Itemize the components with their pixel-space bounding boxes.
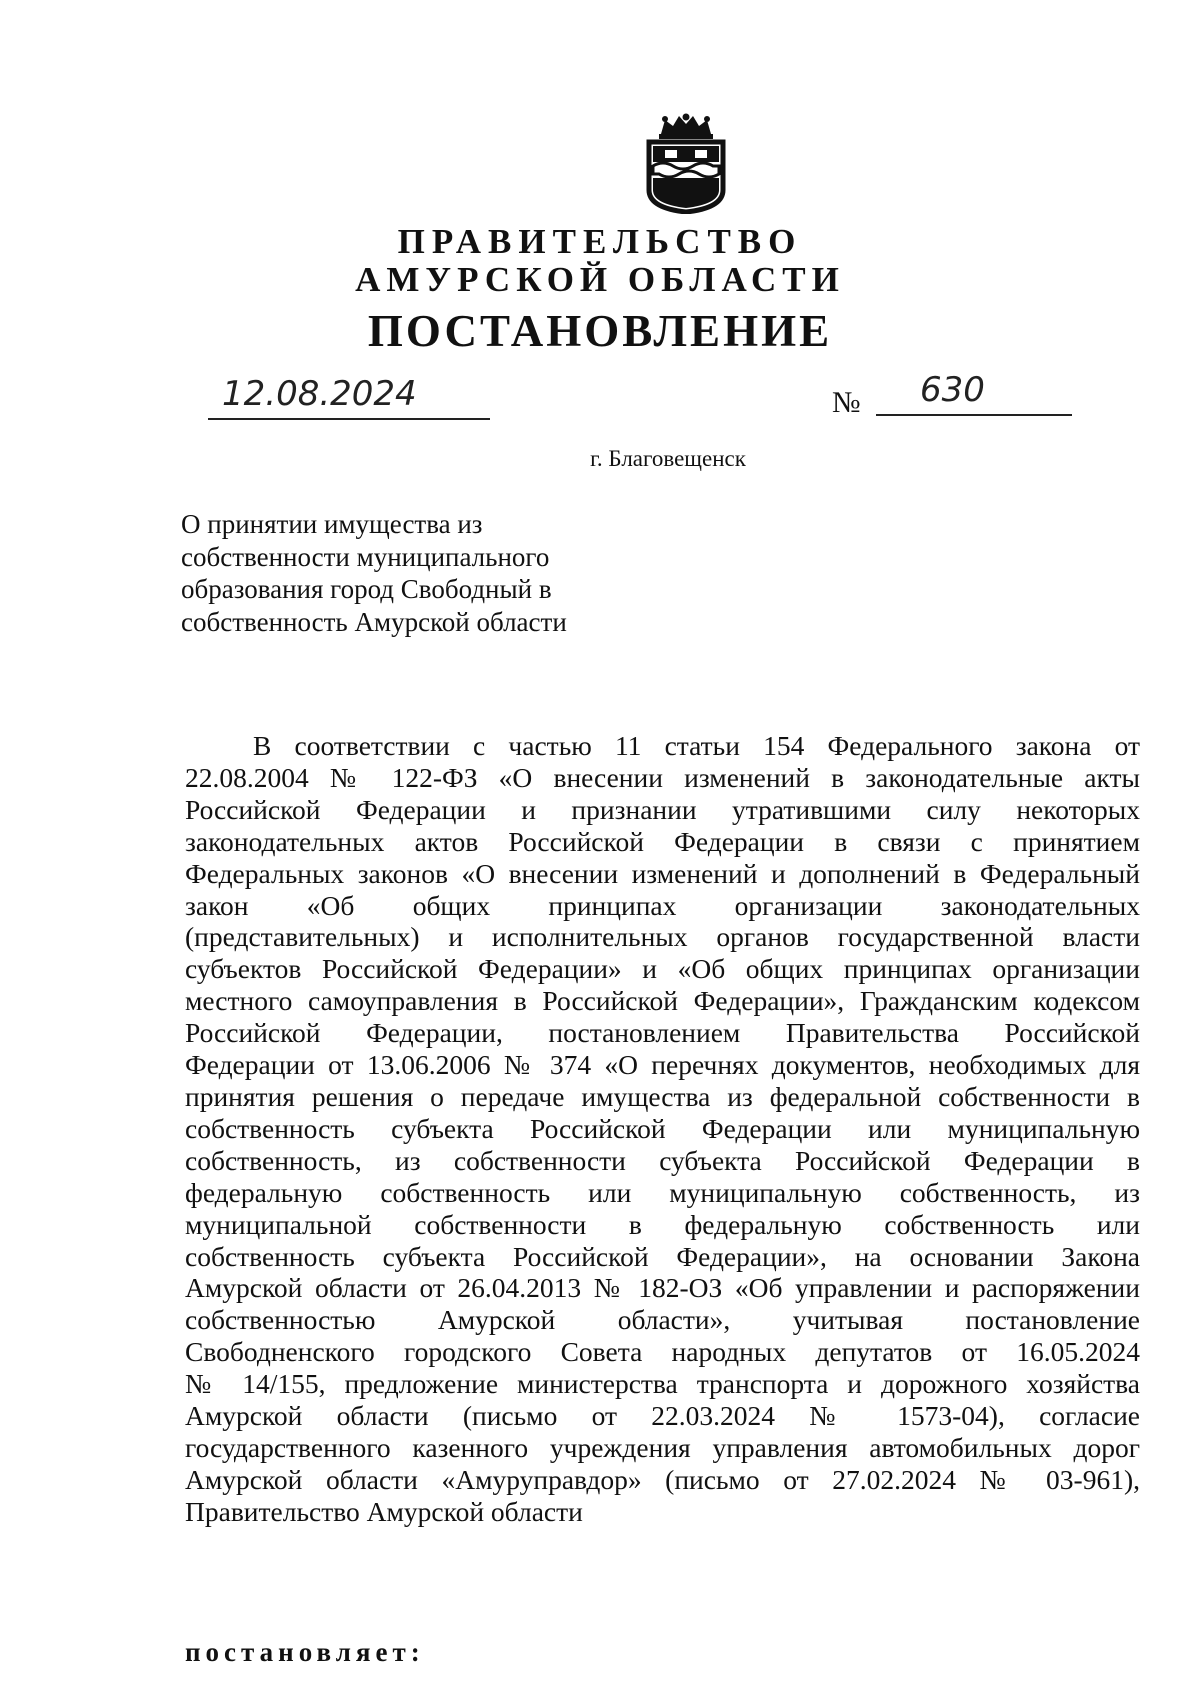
body-line: закон «Об общих принципах организации законодательных	[185, 889, 1140, 921]
body-line: собственность субъекта Российской Федерации», на основании Закона	[185, 1240, 1140, 1272]
body-line: собственностью Амурской области», учитывая постановление	[185, 1304, 1140, 1336]
body-line: субъектов Российской Федерации» и «Об общих принципах организации	[185, 953, 1140, 985]
subject-line: собственности муниципального	[181, 541, 550, 572]
body-line: Федерации от 13.06.2006 № 374 «О перечнях документов, необходимых для	[185, 1049, 1140, 1081]
body-line: законодательных актов Российской Федерации в связи с принятием	[185, 825, 1140, 857]
body-line: муниципальной собственности в федеральную собственность или	[185, 1208, 1140, 1240]
body-line: Амурской области от 26.04.2013 № 182-ОЗ «Об управлении и распоряжении	[185, 1272, 1140, 1304]
body-line: Амурской области «Амуруправдор» (письмо от 27.02.2024 № 03-961),	[185, 1463, 1140, 1495]
subject-block	[181, 508, 567, 638]
body-paragraph	[185, 730, 1140, 1528]
org-name-line-1: ПРАВИТЕЛЬСТВО	[397, 222, 803, 261]
document-type-title: ПОСТАНОВЛЕНИЕ	[367, 306, 833, 356]
body-line: Федеральных законов «О внесении изменений и дополнений в Федеральный	[185, 857, 1140, 889]
body-line: принятия решения о передаче имущества из федеральной собственности в	[185, 1080, 1140, 1112]
body-line: Свободненского городского Совета народных депутатов от 16.05.2024	[185, 1336, 1140, 1368]
handwritten-number: 630	[920, 370, 985, 410]
body-line: № 14/155, предложение министерства транспорта и дорожного хозяйства	[185, 1368, 1140, 1400]
handwritten-date: 12.08.2024	[222, 374, 417, 414]
body-line: собственность субъекта Российской Федерации или муниципальную	[185, 1112, 1140, 1144]
subject-line: образования город Свободный в	[181, 574, 552, 604]
org-name-line-2: АМУРСКОЙ ОБЛАСТИ	[355, 260, 845, 299]
body-line: Российской Федерации и признании утратившими силу некоторых	[185, 793, 1140, 825]
body-line: Правительство Амурской области	[185, 1495, 583, 1527]
number-sign: №	[832, 386, 861, 419]
body-line: собственность, из собственности субъекта Российской Федерации в	[185, 1144, 1140, 1176]
decree-word: постановляет:	[185, 1637, 425, 1667]
body-line: 22.08.2004 № 122-ФЗ «О внесении изменений в законодательные акты	[185, 761, 1140, 793]
body-line: государственного казенного учреждения управления автомобильных дорог	[185, 1431, 1140, 1463]
body-line: (представительных) и исполнительных органов государственной власти	[185, 921, 1140, 953]
body-line: Амурской области (письмо от 22.03.2024 № 1573-04), согласие	[185, 1400, 1140, 1432]
body-line: Российской Федерации, постановлением Правительства Российской	[185, 1017, 1140, 1049]
number-underline	[876, 414, 1072, 416]
coat-of-arms-emblem	[643, 112, 729, 214]
date-underline	[208, 418, 490, 420]
body-line: В соответствии с частью 11 статьи 154 Федерального закона от	[253, 730, 1140, 761]
body-line: федеральную собственность или муниципальную собственность, из	[185, 1176, 1140, 1208]
city-name: г. Благовещенск	[590, 446, 746, 471]
subject-line: собственность Амурской области	[181, 606, 567, 637]
subject-line: О принятии имущества из	[181, 509, 483, 539]
body-line: местного самоуправления в Российской Федерации», Гражданским кодексом	[185, 985, 1140, 1017]
